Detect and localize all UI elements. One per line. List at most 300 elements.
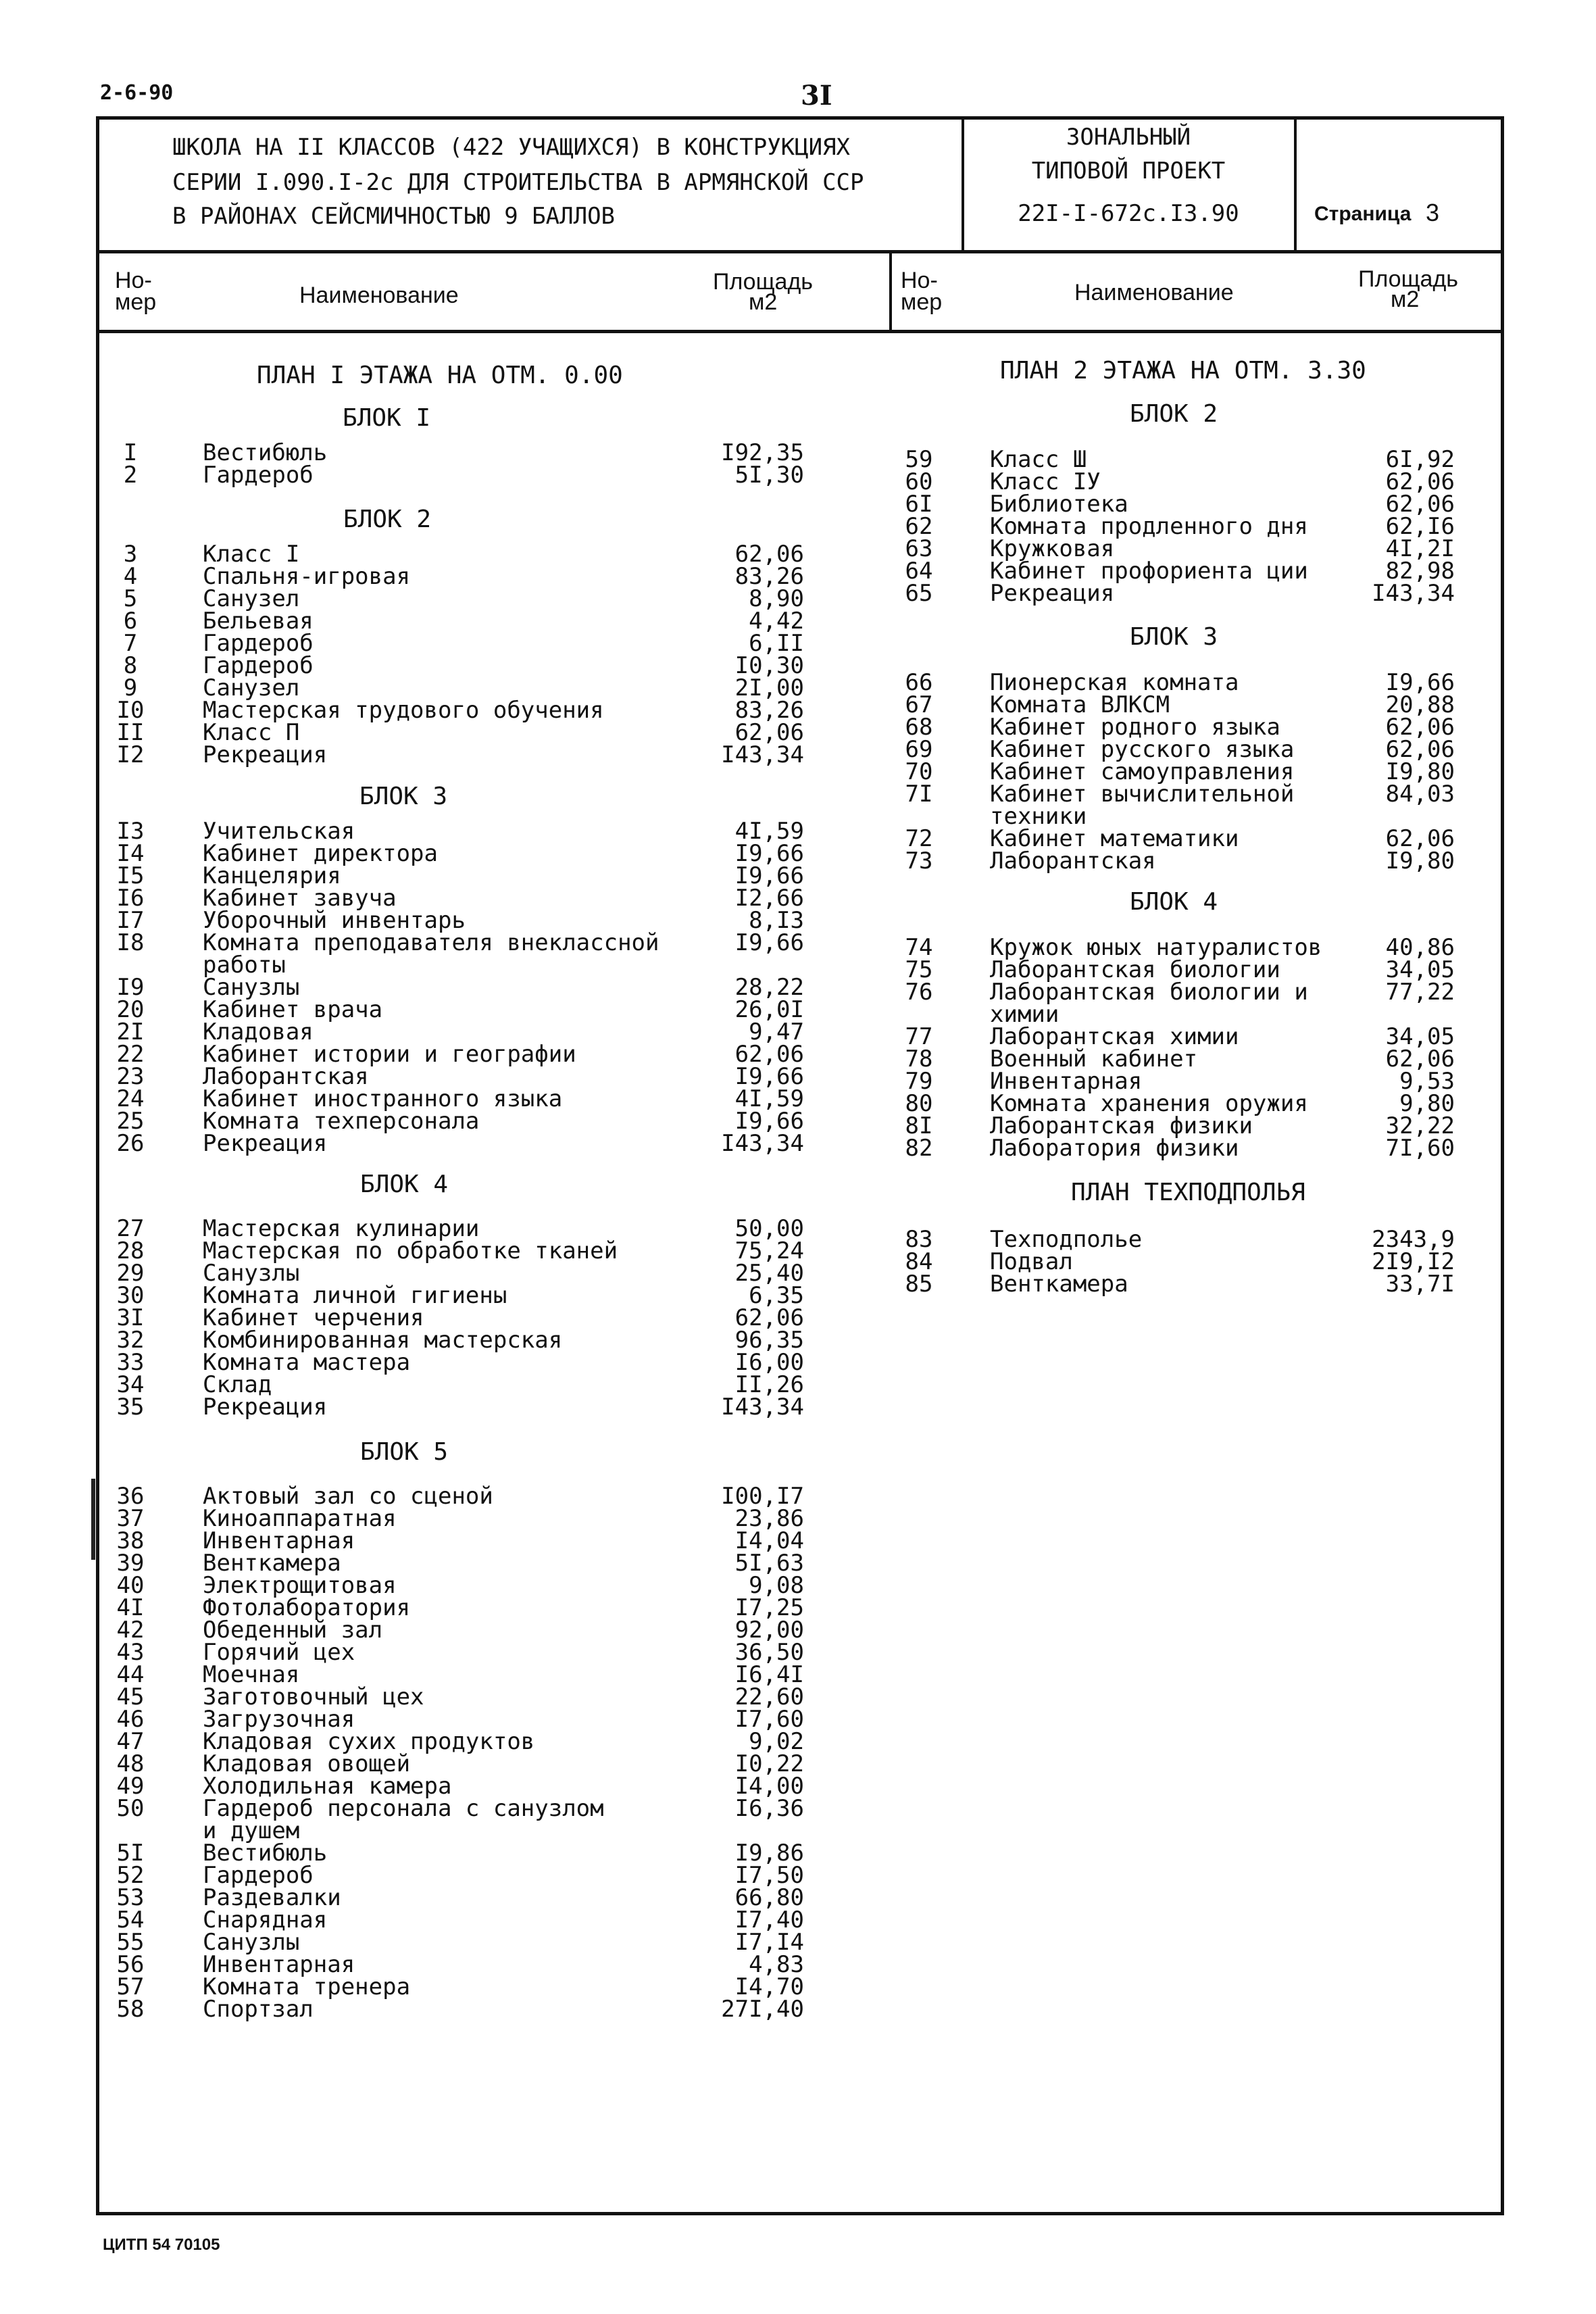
- room-name: Венткамера: [990, 1271, 1128, 1298]
- room-area: 36,50: [734, 1639, 804, 1666]
- room-number: 2I: [116, 1018, 145, 1045]
- room-area: 92,00: [734, 1617, 804, 1644]
- room-name: Лаборантская: [203, 1063, 369, 1090]
- room-number: 85: [905, 1271, 933, 1298]
- room-number: 55: [116, 1929, 145, 1956]
- room-name: Класс IУ: [990, 468, 1101, 495]
- room-name: Комната тренера: [203, 1973, 411, 2000]
- room-number: 78: [905, 1045, 933, 1073]
- num-header-1-right: Но-: [901, 268, 938, 293]
- room-number: I4: [116, 840, 145, 867]
- room-name: Снарядная: [203, 1906, 328, 1934]
- room-number: 32: [116, 1327, 145, 1354]
- room-name: Техподполье: [990, 1226, 1143, 1253]
- room-name: химии: [990, 1001, 1059, 1028]
- tech-plan-title: ПЛАН ТЕХПОДПОЛЬЯ: [1071, 1179, 1305, 1206]
- room-name: Библиотека: [990, 491, 1128, 518]
- room-area: 9,47: [749, 1018, 804, 1045]
- project-title-line-3: В РАЙОНАХ СЕЙСМИЧНОСТЬЮ 9 БАЛЛОВ: [172, 203, 616, 230]
- block-title: БЛОК 5: [360, 1438, 449, 1466]
- room-name: Комната мастера: [203, 1349, 411, 1376]
- block-title: БЛОК 2: [343, 506, 432, 533]
- room-area: 4,83: [749, 1951, 804, 1978]
- room-number: 67: [905, 691, 933, 718]
- room-name: Санузлы: [203, 1929, 300, 1956]
- room-name: Горячий цех: [203, 1639, 355, 1666]
- room-name: Заготовочный цех: [203, 1683, 424, 1710]
- column-header-divider: [96, 330, 1504, 333]
- room-area: I43,34: [721, 1394, 804, 1421]
- room-number: 28: [116, 1237, 145, 1264]
- sheet-number: 3I: [801, 80, 832, 112]
- room-number: 37: [116, 1505, 145, 1532]
- room-area: I00,I7: [721, 1483, 804, 1510]
- room-area: I9,80: [1385, 847, 1455, 875]
- room-number: 62: [905, 513, 933, 540]
- room-name: Кабинет родного языка: [990, 714, 1280, 741]
- room-number: 80: [905, 1090, 933, 1117]
- room-area: I6,4I: [734, 1661, 804, 1688]
- room-number: 57: [116, 1973, 145, 2000]
- room-number: 25: [116, 1108, 145, 1135]
- room-area: 62,06: [1385, 714, 1455, 741]
- room-number: 3I: [116, 1304, 145, 1331]
- room-name: Спальня-игровая: [203, 563, 411, 590]
- document-date: 2-6-90: [100, 81, 174, 105]
- room-number: 45: [116, 1683, 145, 1710]
- room-number: 53: [116, 1884, 145, 1911]
- room-area: 4I,59: [734, 818, 804, 845]
- room-number: 65: [905, 580, 933, 607]
- room-area: 25,40: [734, 1260, 804, 1287]
- room-name: Пионерская комната: [990, 669, 1239, 696]
- room-name: Комната продленного дня: [990, 513, 1308, 540]
- room-row: [107, 741, 804, 768]
- room-area: 4,42: [749, 608, 804, 635]
- room-area: I43,34: [721, 741, 804, 768]
- room-number: I6: [116, 885, 145, 912]
- room-name: Загрузочная: [203, 1706, 355, 1733]
- room-name: Обеденный зал: [203, 1617, 383, 1644]
- room-area: I43,34: [1372, 580, 1455, 607]
- room-number: 58: [116, 1996, 145, 2023]
- room-area: I9,66: [734, 840, 804, 867]
- room-number: 7: [123, 630, 138, 657]
- room-name: Санузлы: [203, 1260, 300, 1287]
- room-row: [895, 825, 1455, 852]
- room-name: Класс Ш: [990, 446, 1087, 473]
- room-area: I7,40: [734, 1906, 804, 1934]
- room-number: 33: [116, 1349, 145, 1376]
- room-name: Лаборантская биологии и: [990, 979, 1308, 1006]
- room-area: 8,90: [749, 585, 804, 612]
- room-number: 8: [123, 652, 138, 679]
- room-name: Мастерская кулинарии: [203, 1215, 480, 1242]
- room-area: 7I,60: [1385, 1135, 1455, 1162]
- room-area: I9,66: [734, 929, 804, 956]
- room-name: Лаборантская химии: [990, 1023, 1239, 1050]
- room-number: 6I: [905, 491, 933, 518]
- block-title: БЛОК I: [343, 404, 431, 432]
- room-name: Гардероб: [203, 652, 314, 679]
- room-number: 7I: [905, 781, 933, 808]
- room-number: I9: [116, 974, 145, 1001]
- room-area: 6I,92: [1385, 446, 1455, 473]
- room-number: I5: [116, 862, 145, 889]
- room-number: 3: [123, 541, 138, 568]
- room-area: I4,70: [734, 1973, 804, 2000]
- room-name: Учительская: [203, 818, 355, 845]
- room-name: Комната личной гигиены: [203, 1282, 507, 1309]
- room-area: 4I,59: [734, 1085, 804, 1112]
- block-title: БЛОК 2: [1130, 400, 1218, 428]
- room-name: Вестибюль: [203, 439, 328, 466]
- room-area: I7,I4: [734, 1929, 804, 1956]
- room-area: I92,35: [721, 439, 804, 466]
- room-number: 5: [123, 585, 138, 612]
- room-area: I9,80: [1385, 758, 1455, 785]
- room-number: I: [123, 439, 138, 466]
- margin-mark: [91, 1479, 95, 1560]
- num-header-2-left: мер: [115, 289, 157, 315]
- page-cell-divider: [1294, 116, 1297, 251]
- room-area: I6,00: [734, 1349, 804, 1376]
- block-title: БЛОК 4: [1130, 888, 1218, 916]
- room-name: Кладовая сухих продуктов: [203, 1728, 535, 1755]
- room-name: Рекреация: [990, 580, 1115, 607]
- room-row: [107, 1396, 804, 1419]
- room-area: 84,03: [1385, 781, 1455, 808]
- room-name: Раздевалки: [203, 1884, 341, 1911]
- room-area: 26,0I: [734, 996, 804, 1023]
- room-number: 64: [905, 558, 933, 585]
- room-number: 54: [116, 1906, 145, 1934]
- room-name: Венткамера: [203, 1550, 341, 1577]
- header-divider: [96, 250, 1504, 253]
- room-name: Военный кабинет: [990, 1045, 1198, 1073]
- typical-project-label: ТИПОВОЙ ПРОЕКТ: [1031, 157, 1226, 184]
- room-number: II: [116, 719, 145, 746]
- room-name: Фотолаборатория: [203, 1594, 411, 1621]
- room-row: [895, 446, 1455, 473]
- room-name: Комната хранения оружия: [990, 1090, 1308, 1117]
- room-name: Рекреация: [203, 1394, 328, 1421]
- room-number: 4: [123, 563, 138, 590]
- room-area: I9,66: [734, 1063, 804, 1090]
- room-name: Комната преподавателя внеклассной: [203, 929, 659, 956]
- room-number: 60: [905, 468, 933, 495]
- room-name: Кабинет вычислительной: [990, 781, 1295, 808]
- room-number: 72: [905, 825, 933, 852]
- room-number: I2: [116, 741, 145, 768]
- room-area: 28,22: [734, 974, 804, 1001]
- room-area: 83,26: [734, 697, 804, 724]
- room-row: [895, 1045, 1455, 1073]
- room-name: Рекреация: [203, 1130, 328, 1157]
- plan-title-left: ПЛАН I ЭТАЖА НА ОТМ. 0.00: [257, 362, 623, 389]
- room-area: 2I9,I2: [1372, 1248, 1455, 1275]
- room-number: 42: [116, 1617, 145, 1644]
- room-area: 62,06: [1385, 1045, 1455, 1073]
- room-number: 69: [905, 736, 933, 763]
- room-area: 34,05: [1385, 1023, 1455, 1050]
- room-area: 62,06: [1385, 491, 1455, 518]
- room-number: 22: [116, 1041, 145, 1068]
- room-name: работы: [203, 952, 286, 979]
- room-number: 70: [905, 758, 933, 785]
- room-name: Класс П: [203, 719, 300, 746]
- room-row: [895, 1226, 1455, 1253]
- room-name: Кружок юных натуралистов: [990, 934, 1322, 961]
- room-area: 62,06: [734, 1041, 804, 1068]
- room-number: I7: [116, 907, 145, 934]
- room-name: Кабинет врача: [203, 996, 383, 1023]
- room-name: Кабинет русского языка: [990, 736, 1295, 763]
- room-name: Актовый зал со сценой: [203, 1483, 493, 1510]
- room-area: 5I,30: [734, 462, 804, 489]
- room-number: I0: [116, 697, 145, 724]
- room-area: 83,26: [734, 563, 804, 590]
- room-area: II,26: [734, 1371, 804, 1398]
- room-area: 66,80: [734, 1884, 804, 1911]
- project-title-line-2: СЕРИИ I.090.I-2с ДЛЯ СТРОИТЕЛЬСТВА В АРМЯНСКОЙ ССР: [172, 169, 864, 196]
- room-area: 9,08: [749, 1572, 804, 1599]
- room-row: [895, 847, 1455, 875]
- room-number: 26: [116, 1130, 145, 1157]
- room-area: I43,34: [721, 1130, 804, 1157]
- room-name: Кружковая: [990, 535, 1115, 562]
- room-number: 43: [116, 1639, 145, 1666]
- room-name: Гардероб персонала с санузлом: [203, 1795, 604, 1822]
- room-name: техники: [990, 803, 1087, 830]
- room-number: 63: [905, 535, 933, 562]
- room-name: Комната ВЛКСМ: [990, 691, 1170, 718]
- room-row: [895, 1137, 1455, 1160]
- room-area: I7,60: [734, 1706, 804, 1733]
- room-area: 62,06: [1385, 468, 1455, 495]
- room-number: 66: [905, 669, 933, 696]
- room-name: Моечная: [203, 1661, 300, 1688]
- room-area: 22,60: [734, 1683, 804, 1710]
- room-area: 27I,40: [721, 1996, 804, 2023]
- room-row: [107, 1998, 804, 2021]
- room-area: 50,00: [734, 1215, 804, 1242]
- room-number: 82: [905, 1135, 933, 1162]
- room-area: 20,88: [1385, 691, 1455, 718]
- room-number: 84: [905, 1248, 933, 1275]
- room-name: Кладовая: [203, 1018, 314, 1045]
- room-name: Склад: [203, 1371, 272, 1398]
- room-number: 74: [905, 934, 933, 961]
- room-number: 79: [905, 1068, 933, 1095]
- room-name: Уборочный инвентарь: [203, 907, 466, 934]
- room-area: 75,24: [734, 1237, 804, 1264]
- room-area: 34,05: [1385, 956, 1455, 983]
- room-number: 36: [116, 1483, 145, 1510]
- room-name: Лаборантская: [990, 847, 1156, 875]
- room-number: 73: [905, 847, 933, 875]
- room-area: 77,22: [1385, 979, 1455, 1006]
- block-title: БЛОК 4: [360, 1171, 449, 1198]
- room-area: 96,35: [734, 1327, 804, 1354]
- room-number: 50: [116, 1795, 145, 1822]
- room-number: 39: [116, 1550, 145, 1577]
- room-name: Спортзал: [203, 1996, 314, 2023]
- room-area: I2,66: [734, 885, 804, 912]
- room-area: I0,30: [734, 652, 804, 679]
- area-header-2-right: м2: [1391, 287, 1420, 312]
- area-header-2-left: м2: [749, 289, 778, 315]
- room-name: и душем: [203, 1817, 300, 1844]
- room-name: Холодильная камера: [203, 1773, 452, 1800]
- room-row: [895, 513, 1455, 540]
- name-header-left: Наименование: [299, 282, 459, 308]
- room-name: Санузел: [203, 674, 300, 701]
- room-number: 83: [905, 1226, 933, 1253]
- room-name: Комбинированная мастерская: [203, 1327, 563, 1354]
- room-area: 2I,00: [734, 674, 804, 701]
- room-name: Мастерская по обработке тканей: [203, 1237, 618, 1264]
- column-middle-divider: [889, 250, 892, 331]
- room-area: I6,36: [734, 1795, 804, 1822]
- room-name: Рекреация: [203, 741, 328, 768]
- room-name: Электрощитовая: [203, 1572, 397, 1599]
- room-area: 6,II: [749, 630, 804, 657]
- room-area: I9,66: [1385, 669, 1455, 696]
- room-name: Класс I: [203, 541, 300, 568]
- room-area: 62,06: [1385, 736, 1455, 763]
- room-name: Кабинет математики: [990, 825, 1239, 852]
- room-name: Кабинет иностранного языка: [203, 1085, 563, 1112]
- room-name: Кладовая овощей: [203, 1750, 411, 1777]
- room-number: 76: [905, 979, 933, 1006]
- room-name: Инвентарная: [203, 1951, 355, 1978]
- room-name: Инвентарная: [203, 1527, 355, 1554]
- room-area: 33,7I: [1385, 1271, 1455, 1298]
- room-row: [895, 783, 1455, 806]
- room-area: 5I,63: [734, 1550, 804, 1577]
- room-row: [895, 580, 1455, 607]
- room-area: 6,35: [749, 1282, 804, 1309]
- room-number: 5I: [116, 1840, 145, 1867]
- room-row: [107, 464, 804, 487]
- room-area: 62,06: [1385, 825, 1455, 852]
- room-number: 40: [116, 1572, 145, 1599]
- room-area: I9,66: [734, 862, 804, 889]
- room-area: 62,I6: [1385, 513, 1455, 540]
- num-header-2-right: мер: [901, 289, 943, 315]
- room-row: [107, 1130, 804, 1157]
- room-number: 20: [116, 996, 145, 1023]
- room-name: Кабинет истории и географии: [203, 1041, 576, 1068]
- room-area: I7,25: [734, 1594, 804, 1621]
- room-number: 2: [123, 462, 138, 489]
- room-number: 29: [116, 1260, 145, 1287]
- room-number: 8I: [905, 1112, 933, 1139]
- room-number: 52: [116, 1862, 145, 1889]
- room-name: Вестибюль: [203, 1840, 328, 1867]
- room-area: 40,86: [1385, 934, 1455, 961]
- room-number: 34: [116, 1371, 145, 1398]
- area-header-1-right: Площадь: [1358, 266, 1459, 292]
- room-area: I9,86: [734, 1840, 804, 1867]
- room-number: 75: [905, 956, 933, 983]
- room-area: 62,06: [734, 719, 804, 746]
- room-number: 9: [123, 674, 138, 701]
- name-header-right: Наименование: [1074, 280, 1234, 305]
- room-number: 59: [905, 446, 933, 473]
- room-row: [895, 560, 1455, 583]
- room-number: 49: [116, 1773, 145, 1800]
- room-number: 4I: [116, 1594, 145, 1621]
- room-area: 4I,2I: [1385, 535, 1455, 562]
- room-area: I9,66: [734, 1108, 804, 1135]
- room-number: 30: [116, 1282, 145, 1309]
- room-name: Подвал: [990, 1248, 1073, 1275]
- room-area: 9,53: [1399, 1068, 1455, 1095]
- room-area: 8,I3: [749, 907, 804, 934]
- room-number: 27: [116, 1215, 145, 1242]
- room-name: Киноаппаратная: [203, 1505, 397, 1532]
- room-number: 24: [116, 1085, 145, 1112]
- room-name: Гардероб: [203, 462, 314, 489]
- room-number: I3: [116, 818, 145, 845]
- page-value: 3: [1426, 199, 1440, 226]
- room-number: 23: [116, 1063, 145, 1090]
- room-name: Кабинет завуча: [203, 885, 397, 912]
- room-name: Комната техперсонала: [203, 1108, 480, 1135]
- room-name: Гардероб: [203, 630, 314, 657]
- room-number: 48: [116, 1750, 145, 1777]
- room-name: Лаборатория физики: [990, 1135, 1239, 1162]
- room-area: 62,06: [734, 1304, 804, 1331]
- room-name: Лаборантская физики: [990, 1112, 1253, 1139]
- room-area: 23,86: [734, 1505, 804, 1532]
- room-name: Гардероб: [203, 1862, 314, 1889]
- room-number: 47: [116, 1728, 145, 1755]
- room-number: 56: [116, 1951, 145, 1978]
- room-number: 46: [116, 1706, 145, 1733]
- room-row: [895, 981, 1455, 1004]
- footer-code: ЦИТП 54 70105: [103, 2236, 220, 2254]
- room-row: [895, 1248, 1455, 1275]
- room-row: [895, 468, 1455, 495]
- room-area: I0,22: [734, 1750, 804, 1777]
- room-row: [895, 669, 1455, 696]
- room-name: Кабинет профориента ции: [990, 558, 1308, 585]
- room-name: Мастерская трудового обучения: [203, 697, 604, 724]
- room-area: 9,80: [1399, 1090, 1455, 1117]
- room-area: I7,50: [734, 1862, 804, 1889]
- project-code: 22I-I-672с.I3.90: [1018, 200, 1239, 227]
- num-header-1-left: Но-: [115, 268, 152, 293]
- room-number: 68: [905, 714, 933, 741]
- room-number: I8: [116, 929, 145, 956]
- room-name: Санузел: [203, 585, 300, 612]
- area-header-1-left: Площадь: [713, 269, 814, 295]
- block-title: БЛОК 3: [1130, 623, 1218, 651]
- room-number: 6: [123, 608, 138, 635]
- room-area: 9,02: [749, 1728, 804, 1755]
- room-name: Кабинет самоуправления: [990, 758, 1295, 785]
- room-name: Бельевая: [203, 608, 314, 635]
- project-title-line-1: ШКОЛА НА II КЛАССОВ (422 УЧАЩИХСЯ) В КОНСТРУКЦИЯХ: [172, 134, 851, 161]
- room-area: 62,06: [734, 541, 804, 568]
- room-area: 32,22: [1385, 1112, 1455, 1139]
- room-name: Канцелярия: [203, 862, 341, 889]
- room-area: I4,04: [734, 1527, 804, 1554]
- page-label: Страница: [1314, 203, 1412, 225]
